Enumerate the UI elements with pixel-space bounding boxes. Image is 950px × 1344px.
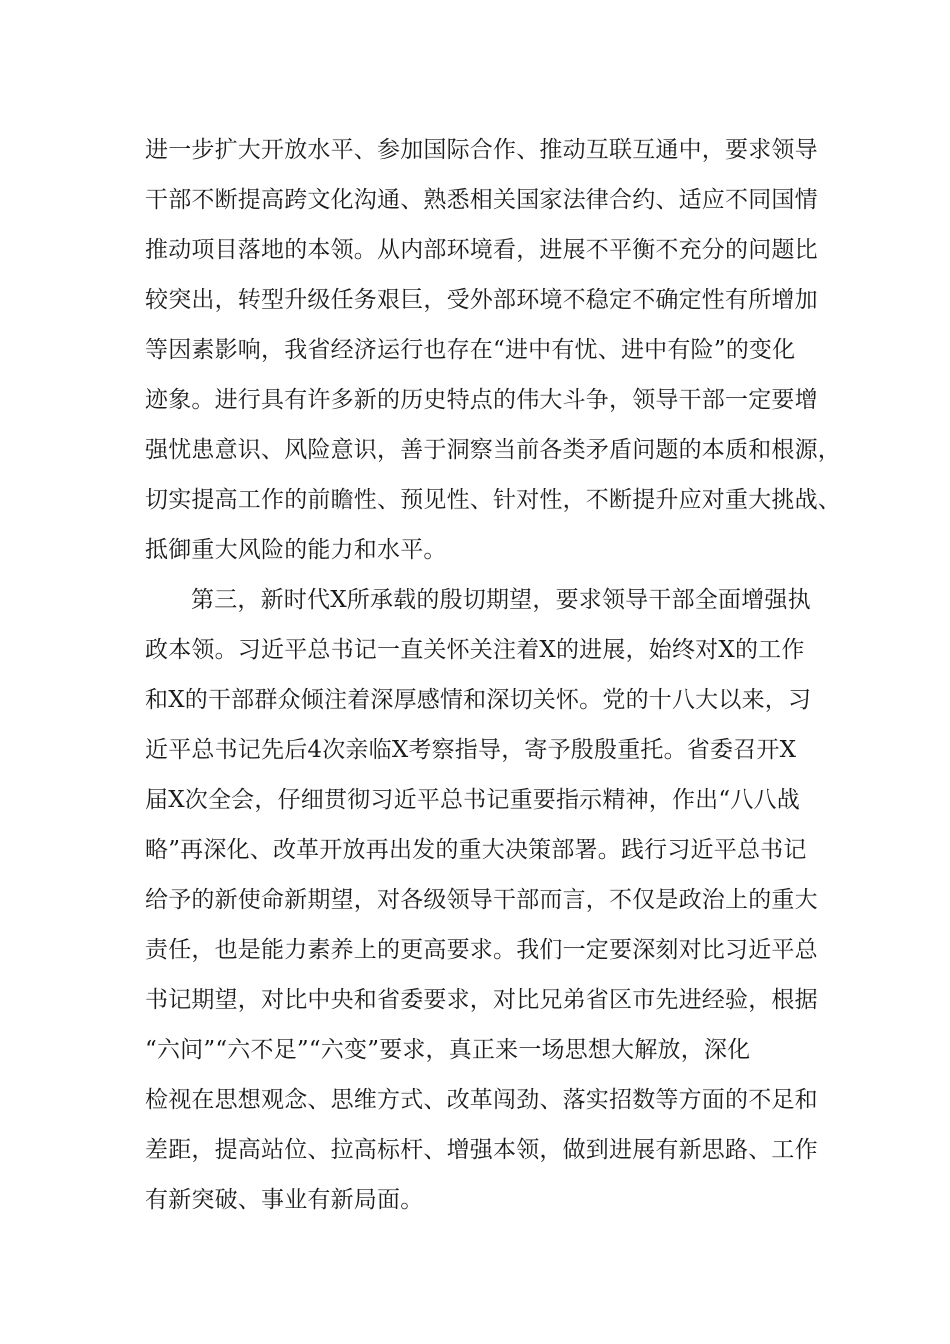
paragraph-line: 切实提高工作的前瞻性、预见性、针对性，不断提升应对重大挑战、 bbox=[145, 487, 841, 513]
paragraph-line: 给予的新使命新期望，对各级领导干部而言，不仅是政治上的重大 bbox=[145, 887, 818, 913]
paragraph-line: 干部不断提高跨文化沟通、熟悉相关国家法律合约、适应不同国情 bbox=[145, 187, 818, 213]
paragraph-line: 检视在思想观念、思维方式、改革闯劲、落实招数等方面的不足和 bbox=[145, 1087, 818, 1113]
paragraph-line: 政本领。习近平总书记一直关怀关注着X的进展，始终对X的工作 bbox=[145, 637, 805, 663]
paragraph-line: 进一步扩大开放水平、参加国际合作、推动互联互通中，要求领导 bbox=[145, 137, 818, 163]
paragraph-line: 有新突破、事业有新局面。 bbox=[145, 1187, 424, 1213]
paragraph-line: 书记期望，对比中央和省委要求，对比兄弟省区市先进经验，根据 bbox=[145, 987, 818, 1013]
paragraph-line: 略”再深化、改革开放再出发的重大决策部署。践行习近平总书记 bbox=[145, 837, 807, 863]
paragraph-line: 推动项目落地的本领。从内部环境看，进展不平衡不充分的问题比 bbox=[145, 237, 818, 263]
paragraph-line: 差距，提高站位、拉高标杆、增强本领，做到进展有新思路、工作 bbox=[145, 1137, 818, 1163]
paragraph-line: 较突出，转型升级任务艰巨，受外部环境不稳定不确定性有所增加 bbox=[145, 287, 818, 313]
paragraph-line: 强忧患意识、风险意识，善于洞察当前各类矛盾问题的本质和根源， bbox=[145, 437, 841, 463]
paragraph-line: 近平总书记先后4次亲临X考察指导，寄予殷殷重托。省委召开X bbox=[145, 737, 797, 763]
paragraph-line: 等因素影响，我省经济运行也存在“进中有忧、进中有险”的变化 bbox=[145, 337, 796, 363]
paragraph-line: 抵御重大风险的能力和水平。 bbox=[145, 537, 447, 563]
paragraph-line: 届X次全会，仔细贯彻习近平总书记重要指示精神，作出“八八战 bbox=[145, 787, 800, 813]
paragraph-line: “六问”“六不足”“六变”要求，真正来一场思想大解放，深化 bbox=[145, 1037, 751, 1063]
paragraph-line: 迹象。进行具有许多新的历史特点的伟大斗争，领导干部一定要增 bbox=[145, 387, 818, 413]
paragraph-line: 第三，新时代X所承载的殷切期望，要求领导干部全面增强执 bbox=[191, 587, 811, 613]
paragraph-line: 和X的干部群众倾注着深厚感情和深切关怀。党的十八大以来，习 bbox=[145, 687, 812, 713]
paragraph-line: 责任，也是能力素养上的更高要求。我们一定要深刻对比习近平总 bbox=[145, 937, 818, 963]
